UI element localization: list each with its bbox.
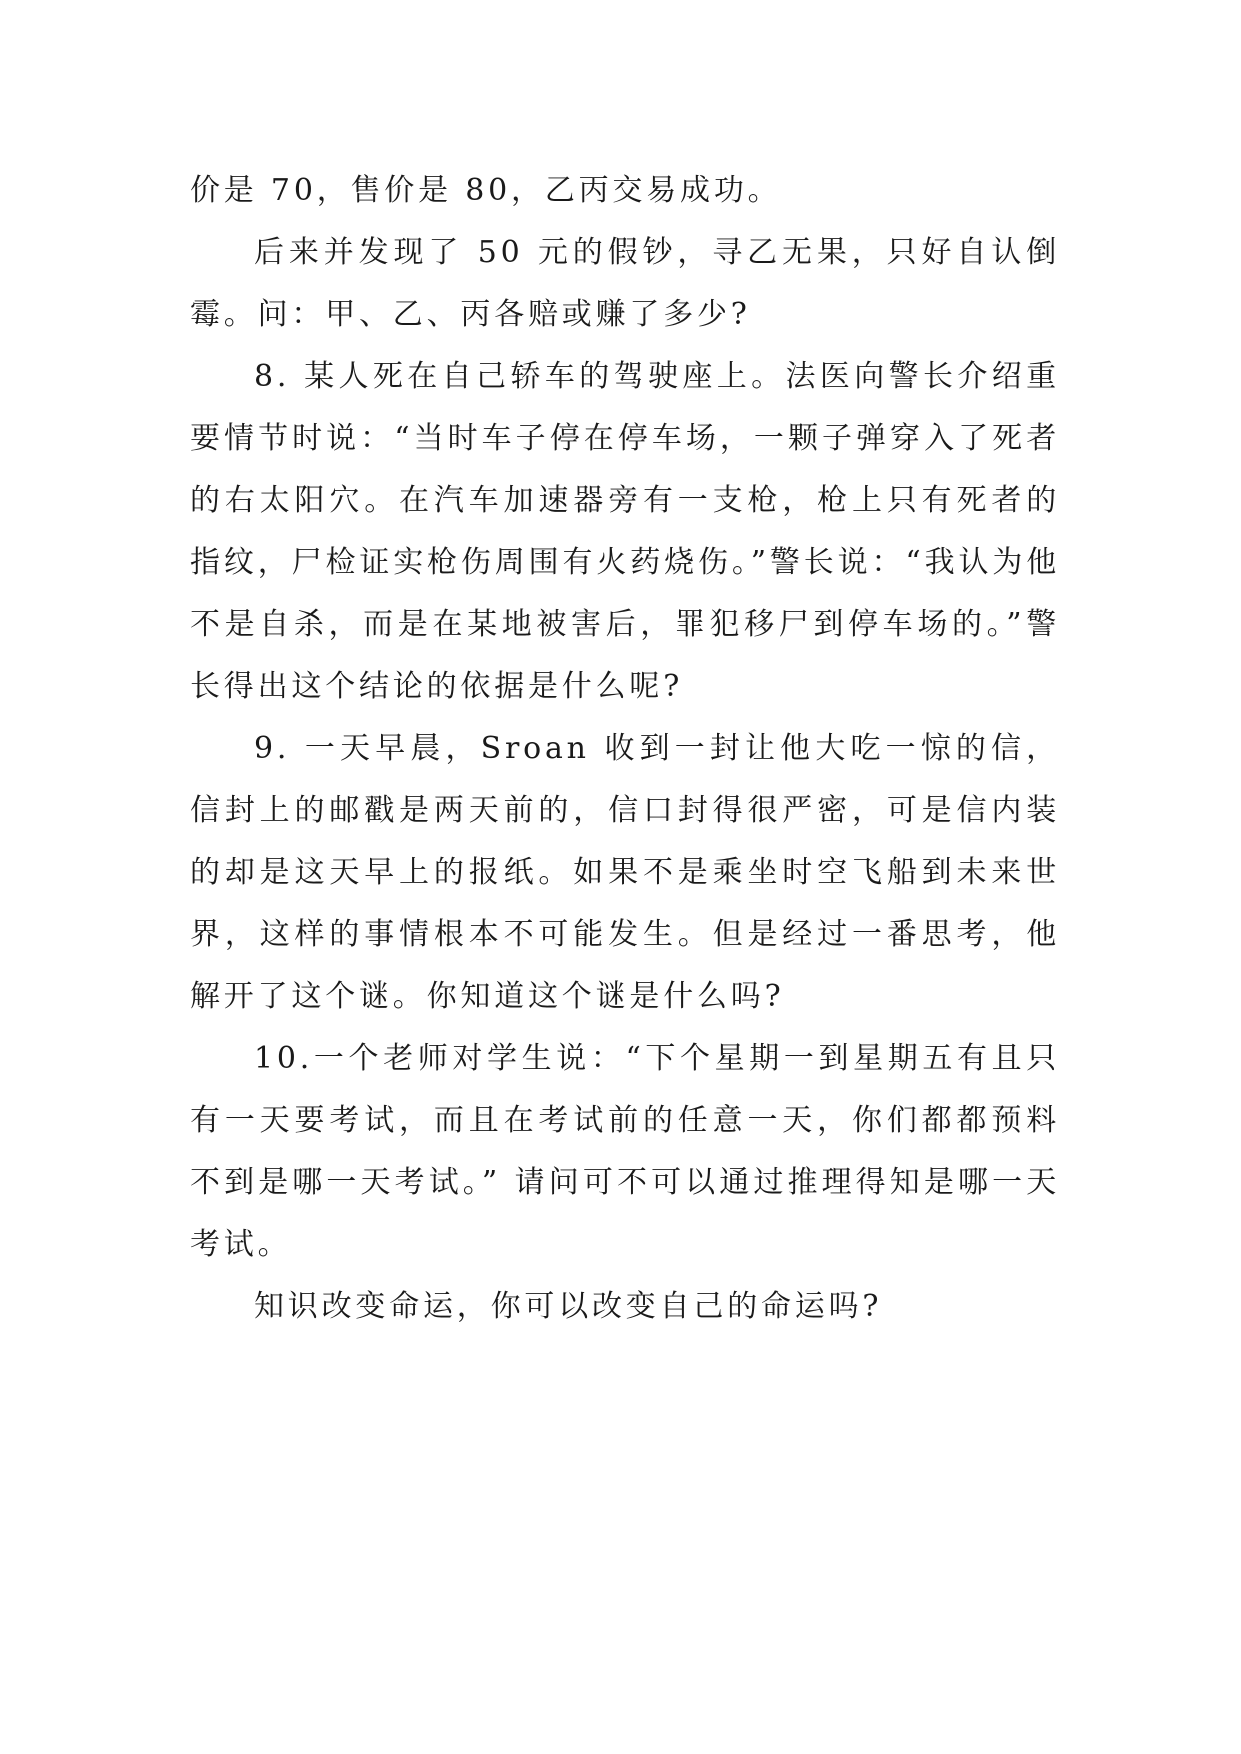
document-body — [190, 160, 1060, 1338]
paragraph-closing: 知识改变命运，你可以改变自己的命运吗? — [254, 1289, 883, 1324]
paragraph-question-8: 8. 某人死在自己轿车的驾驶座上。法医向警长介绍重要情节时说：“当时车子停在停车场，一颗子弹穿入了死者的右太阳穴。在汽车加速器旁有一支枪，枪上只有死者的指纹，尸检证实枪伤周围有火药烧伤。”警长说：“我认为他不是自杀，而是在某地被害后，罪犯移尸到停车场的。”警长得出这个结论的依据是什么呢? — [190, 359, 1060, 704]
paragraph-continuation: 价是 70，售价是 80，乙丙交易成功。 — [190, 173, 782, 208]
paragraph-question-9: 9. 一天早晨，Sroan 收到一封让他大吃一惊的信，信封上的邮戳是两天前的，信口封得很严密，可是信内装的却是这天早上的报纸。如果不是乘坐时空飞船到未来世界，这样的事情根本不可能发生。但是经过一番思考，他解开了这个谜。你知道这个谜是什么吗? — [190, 731, 1060, 1014]
paragraph-question-10: 10.一个老师对学生说：“下个星期一到星期五有且只有一天要考试，而且在考试前的任意一天，你们都都预料不到是哪一天考试。” 请问可不可以通过推理得知是哪一天考试。 — [190, 1041, 1060, 1262]
paragraph-counterfeit-note: 后来并发现了 50 元的假钞，寻乙无果，只好自认倒霉。问：甲、乙、丙各赔或赚了多少? — [190, 235, 1060, 332]
